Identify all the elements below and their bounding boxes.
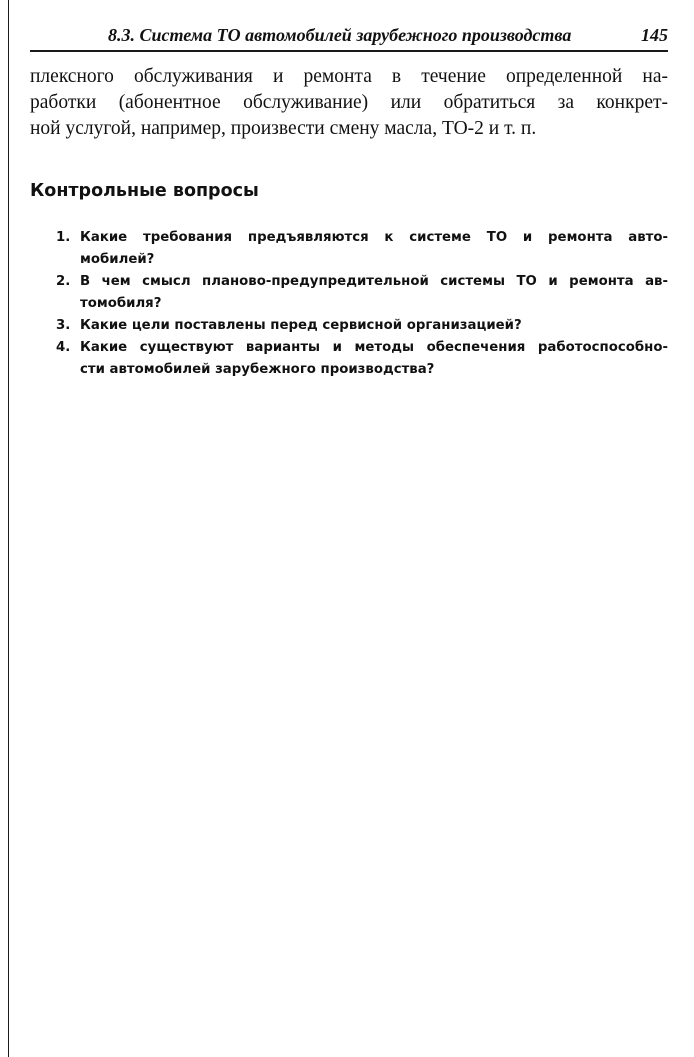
question-line: Какие существуют варианты и методы обеспечения работоспособно- (80, 340, 668, 355)
question-line: В чем смысл планово-предупредительной системы ТО и ремонта ав- (80, 274, 668, 289)
questions-list (56, 227, 668, 381)
body-paragraph (30, 64, 668, 142)
question-number: 4. (56, 340, 71, 355)
list-item (56, 227, 668, 271)
list-item (56, 271, 668, 315)
list-item (56, 315, 668, 337)
paragraph-line: ной услугой, например, произвести смену масла, ТО-2 и т. п. (30, 118, 537, 139)
page-edge-line (8, 0, 9, 1057)
question-number: 1. (56, 230, 71, 245)
running-header (30, 24, 668, 52)
paragraph-line: плексного обслуживания и ремонта в течение определенной на- (30, 66, 668, 87)
header-title: 8.3. Система ТО автомобилей зарубежного производства (108, 25, 572, 45)
section-heading: Контрольные вопросы (30, 181, 259, 201)
question-line: томобиля? (80, 296, 162, 311)
question-line: Какие цели поставлены перед сервисной организацией? (80, 318, 522, 333)
page-number: 145 (641, 25, 668, 45)
paragraph-line: работки (абонентное обслуживание) или обратиться за конкрет- (30, 92, 668, 113)
question-number: 2. (56, 274, 71, 289)
question-line: сти автомобилей зарубежного производства? (80, 362, 435, 377)
question-number: 3. (56, 318, 71, 333)
question-line: Какие требования предъявляются к системе ТО и ремонта авто- (80, 230, 668, 245)
list-item (56, 337, 668, 381)
question-line: мобилей? (80, 252, 155, 267)
